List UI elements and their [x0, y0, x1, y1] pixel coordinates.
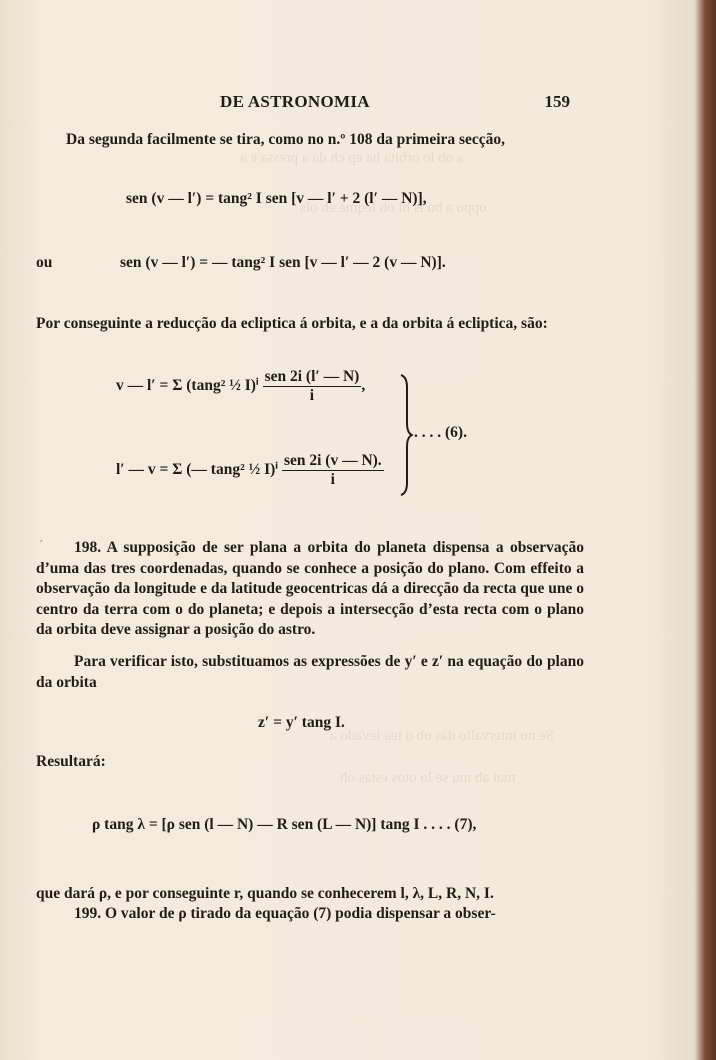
eq6-line1-denominator: i — [263, 386, 362, 405]
eq6-line2-fraction — [282, 452, 384, 489]
paragraph-reduccao: Por conseguinte a reducção da ecliptica á orbita, e a da orbita á ecliptica, são: — [36, 315, 548, 332]
eq6-line1-left: v — l′ = Σ (tang² ½ I)ⁱ — [116, 377, 259, 395]
eq6-line1-fraction — [263, 368, 362, 405]
equation-6-line-1 — [116, 368, 365, 405]
eq6-line2-left: l′ — v = Σ (— tang² ½ I)ⁱ — [116, 461, 279, 479]
equation-plane: z′ = y′ tang I. — [258, 714, 345, 731]
equation-6-line-2 — [116, 452, 384, 489]
bleed-through: Se no intervallo das ob o tea levado a — [330, 728, 555, 744]
bleed-through: oppo a bu ls bl ob leqme eb ols — [300, 200, 487, 216]
page-number: 159 — [544, 92, 570, 111]
running-title: DE ASTRONOMIA — [220, 92, 370, 111]
paragraph-198: 198. A supposição de ser plana a orbita do planeta dispensa a observação d’uma das tres coordenadas, quando se conhece a posição do plano. Com effeito a observação da longitude e da latitude geocentricas dá a direcção da recta que une o centro da terra com o do planeta; e depois a intersecção d’esta recta com o plano da orbita deve assignar a posição do astro. — [36, 539, 584, 638]
equation-1: sen (v — l′) = tang² I sen [v — l′ + 2 (l′ — N)], — [126, 190, 427, 207]
curly-brace-icon — [399, 373, 413, 497]
intro-line: Da segunda facilmente se tira, como no n.º 108 da primeira secção, — [66, 131, 506, 148]
paragraph-verificar: Para verificar isto, substituamos as expressões de y′ e z′ na equação do plano da orbita — [36, 653, 584, 691]
eq6-line1-numerator: sen 2i (l′ — N) — [264, 368, 360, 385]
eq6-line2-numerator: sen 2i (v — N). — [283, 452, 382, 469]
paragraph-199: 199. O valor de ρ tirado da equação (7) podia dispensar a obser- — [74, 905, 496, 922]
equation-2-prefix: ou — [36, 254, 53, 271]
paragraph-dara: que dará ρ, e por conseguinte r, quando se conhecerem l, λ, L, R, N, I. — [36, 885, 494, 902]
equation-6-label: . . . . (6). — [414, 424, 467, 441]
bleed-through: mai ab mu se lo otos estas oh — [340, 770, 516, 786]
eq6-line2-denominator: i — [282, 470, 384, 489]
eq6-line1-end: , — [361, 377, 366, 395]
equation-2: sen (v — l′) = — tang² I sen [v — l′ — 2 (v — N)]. — [120, 254, 446, 271]
pencil-mark: ′ — [40, 538, 43, 552]
equation-7: ρ tang λ = [ρ sen (l — N) — R sen (L — N)] tang I . . . . (7), — [92, 816, 477, 833]
resultara-label: Resultará: — [36, 753, 106, 770]
bleed-through: a ob lo orbita ha ep ch da a pressa e a — [240, 150, 464, 166]
